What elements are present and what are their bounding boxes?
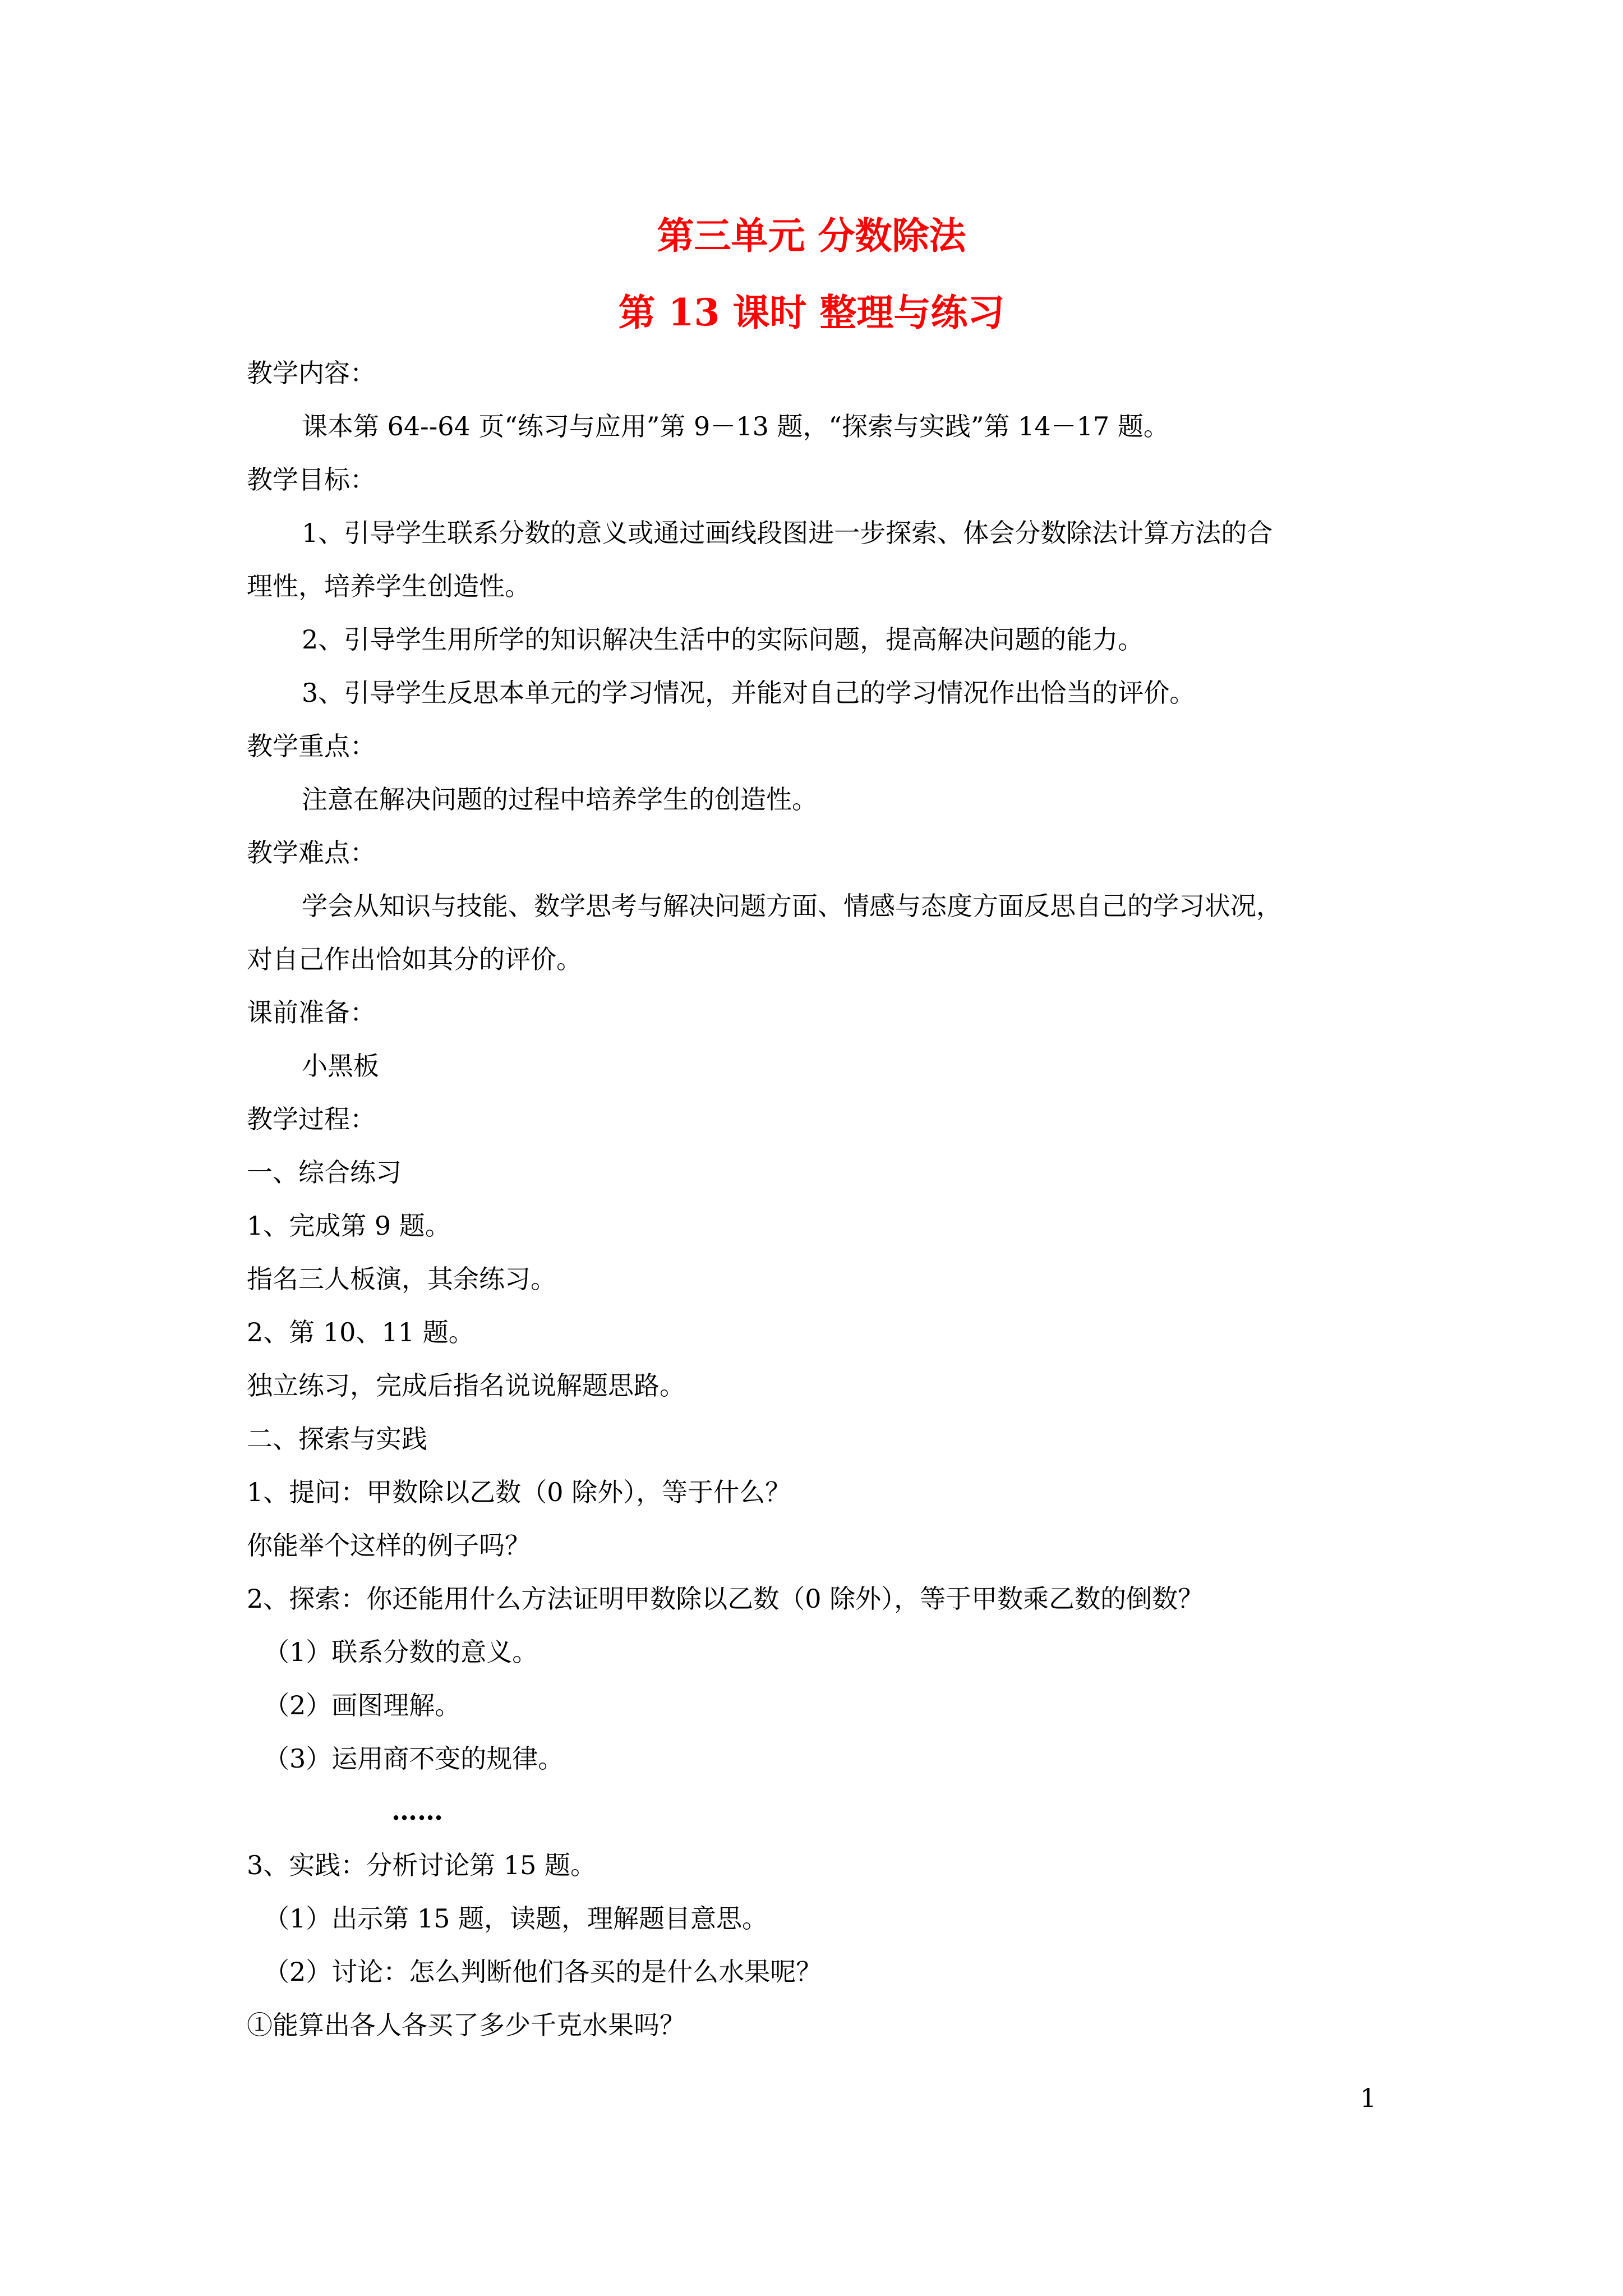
paragraph: 一、综合练习 (247, 1157, 402, 1188)
section-heading: 教学目标： (247, 464, 376, 495)
paragraph: （2）画图理解。 (264, 1690, 461, 1720)
paragraph: 2、第 10、11 题。 (247, 1317, 474, 1347)
paragraph: 对自己作出恰如其分的评价。 (247, 944, 582, 974)
paragraph: 你能举个这样的例子吗？ (247, 1530, 531, 1561)
paragraph: 1、提问：甲数除以乙数（0 除外），等于什么？ (247, 1477, 791, 1507)
paragraph: 独立练习，完成后指名说说解题思路。 (247, 1370, 685, 1401)
paragraph: 1、引导学生联系分数的意义或通过画线段图进一步探索、体会分数除法计算方法的合 (302, 518, 1273, 548)
paragraph: 注意在解决问题的过程中培养学生的创造性。 (302, 784, 818, 815)
paragraph: 2、探索：你还能用什么方法证明甲数除以乙数（0 除外），等于甲数乘乙数的倒数？ (247, 1584, 1204, 1614)
paragraph: 学会从知识与技能、数学思考与解决问题方面、情感与态度方面反思自己的学习状况， (302, 891, 1282, 921)
paragraph: （1）联系分数的意义。 (264, 1637, 538, 1667)
paragraph: 3、实践：分析讨论第 15 题。 (247, 1850, 597, 1880)
paragraph: 课本第 64--64 页“练习与应用”第 9－13 题，“探索与实践”第 14－17 题。 (302, 411, 1169, 441)
paragraph: 3、引导学生反思本单元的学习情况，并能对自己的学习情况作出恰当的评价。 (302, 678, 1196, 708)
paragraph: ①能算出各人各买了多少千克水果吗？ (247, 2010, 685, 2040)
paragraph: （1）出示第 15 题，读题，理解题目意思。 (264, 1903, 768, 1934)
paragraph: 指名三人板演，其余练习。 (247, 1264, 556, 1294)
section-heading: 课前准备： (247, 997, 376, 1028)
paragraph: 小黑板 (302, 1051, 379, 1081)
paragraph: 2、引导学生用所学的知识解决生活中的实际问题，提高解决问题的能力。 (302, 624, 1144, 655)
section-heading: 教学重点： (247, 731, 376, 761)
paragraph: 二、探索与实践 (247, 1424, 427, 1454)
unit-title: 第三单元 分数除法 (657, 214, 966, 257)
section-heading: 教学内容： (247, 358, 376, 388)
paragraph: 理性，培养学生创造性。 (247, 571, 531, 601)
paragraph: （3）运用商不变的规律。 (264, 1743, 564, 1774)
paragraph: 1、完成第 9 题。 (247, 1211, 451, 1241)
ellipsis: …… (391, 1796, 443, 1826)
paragraph: （2）讨论：怎么判断他们各买的是什么水果呢？ (264, 1957, 822, 1987)
page-number: 1 (1360, 2083, 1377, 2113)
lesson-title: 第 13 课时 整理与练习 (618, 291, 1005, 334)
section-heading: 教学过程： (247, 1104, 376, 1134)
section-heading: 教学难点： (247, 838, 376, 868)
